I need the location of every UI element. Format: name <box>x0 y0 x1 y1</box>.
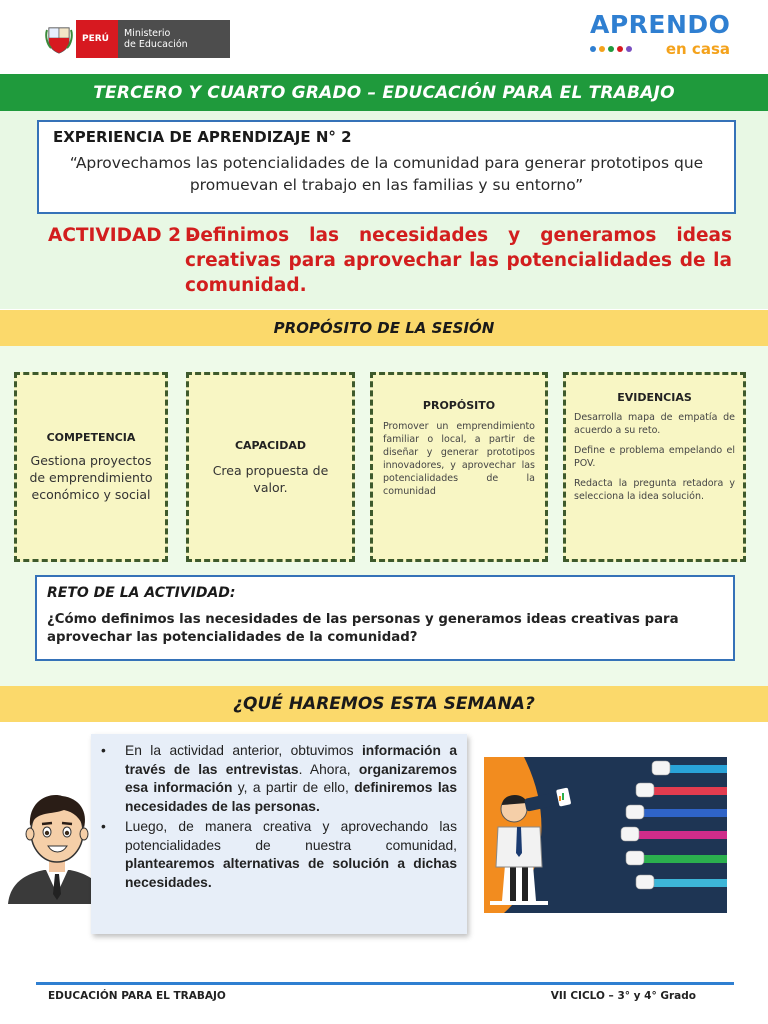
experience-quote: “Aprovechamos las potencialidades de la comunidad para generar prototipos que promuevan el trabajo en las familias y su entorno” <box>69 154 704 194</box>
peru-label: PERÚ <box>76 20 118 58</box>
evidencia-item: Desarrolla mapa de empatía de acuerdo a su reto. <box>574 412 735 436</box>
activity-text: Definimos las necesidades y generamos ideas creativas para aprovechar las potencialidades de la comunidad. <box>185 225 732 296</box>
evidencia-item: Define e problema empelando el POV. <box>574 445 735 469</box>
footer-divider <box>36 982 734 985</box>
brand-title: APRENDO <box>590 10 731 39</box>
brand-dots-icon <box>590 46 632 52</box>
week-bar: ¿QUÉ HAREMOS ESTA SEMANA? <box>0 686 768 722</box>
evidencias-title: EVIDENCIAS <box>617 391 692 404</box>
activity-label: ACTIVIDAD 2 - <box>48 225 196 246</box>
capacidad-title: CAPACIDAD <box>234 438 307 452</box>
week-summary-box <box>91 734 467 934</box>
proposito-body: Promover un emprendimiento familiar o local, a partir de diseñar y generar prototipos innovadores, y aprovechar las potencialidades de la comunidad <box>383 421 535 497</box>
capacidad-body: Crea propuesta de valor. <box>212 462 329 495</box>
capacidad-card <box>186 372 355 562</box>
activity-heading <box>48 223 732 298</box>
week-item: • En la actividad anterior, obtuvimos información a través de las entrevistas. Ahora, organizaremos esa información y, a partir de ello, definiremos las necesidades de las personas. <box>125 742 457 816</box>
week-item: • Luego, de manera creativa y aprovechando las potencialidades de nuestra comunidad, plantearemos alternativas de solución a dichas necesidades. <box>125 818 457 892</box>
coat-of-arms-icon <box>42 20 76 58</box>
challenge-box <box>35 575 735 661</box>
competencia-card <box>14 372 168 562</box>
challenge-question: ¿Cómo definimos las necesidades de las personas y generamos ideas creativas para aprovechar las potencialidades de la comunidad? <box>47 612 679 645</box>
proposito-card <box>370 372 548 562</box>
challenge-title: RETO DE LA ACTIVIDAD: <box>47 585 236 601</box>
evidencia-item: Redacta la pregunta retadora y selecciona la idea solución. <box>574 478 735 502</box>
experience-box <box>37 120 736 214</box>
footer-cycle: VII CICLO – 3° y 4° Grado <box>550 990 696 1002</box>
ministry-label: Ministerio de Educación <box>118 20 230 58</box>
telescope-thumbs-up-illustration <box>484 757 727 913</box>
aprendo-en-casa-logo <box>590 12 730 58</box>
evidencias-card <box>563 372 746 562</box>
brand-subtitle: en casa <box>665 40 730 58</box>
grade-title-bar: TERCERO Y CUARTO GRADO – EDUCACIÓN PARA EL TRABAJO <box>0 74 768 111</box>
competencia-title: COMPETENCIA <box>46 431 136 444</box>
purpose-bar: PROPÓSITO DE LA SESIÓN <box>0 310 768 346</box>
minedu-logo <box>42 20 230 58</box>
proposito-title: PROPÓSITO <box>422 399 496 412</box>
competencia-body: Gestiona proyectos de emprendimiento económico y social <box>29 453 153 502</box>
footer-subject: EDUCACIÓN PARA EL TRABAJO <box>48 990 226 1002</box>
experience-title: EXPERIENCIA DE APRENDIZAJE N° 2 <box>53 128 352 146</box>
